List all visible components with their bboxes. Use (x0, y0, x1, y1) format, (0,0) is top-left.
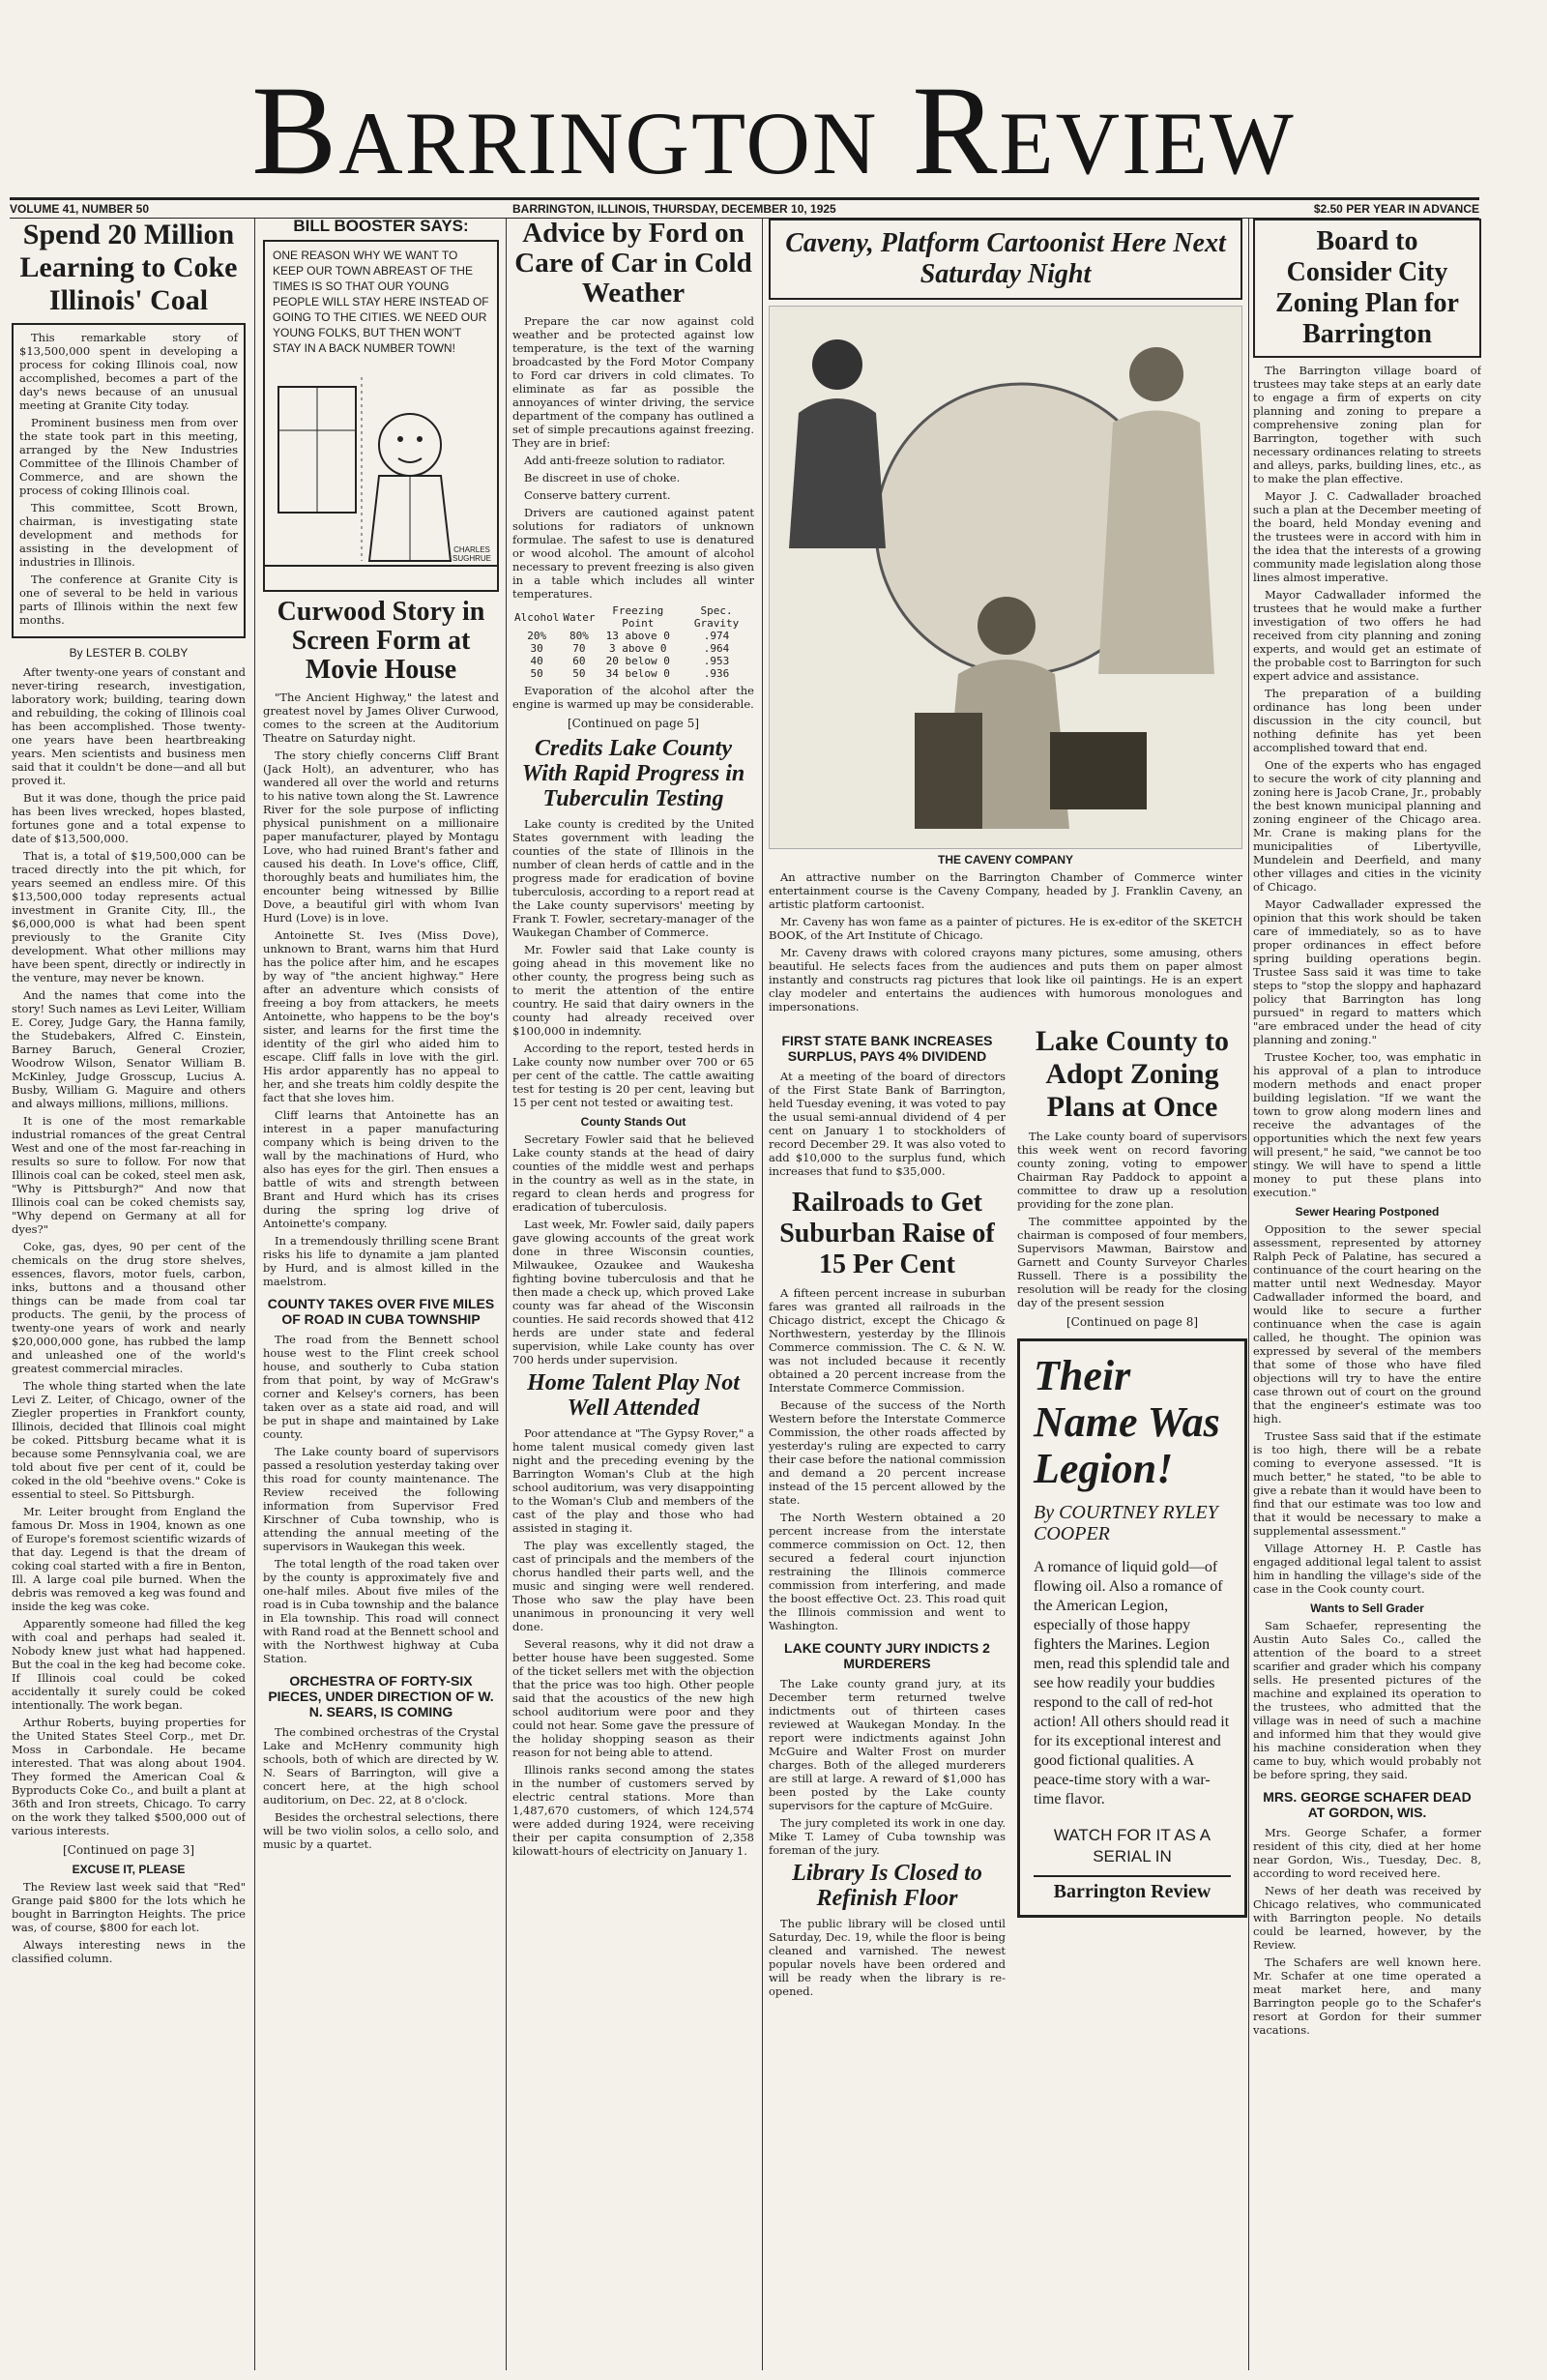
ad-author: By COURTNEY RYLEY COOPER (1034, 1502, 1218, 1544)
excuse-headline: EXCUSE IT, PLEASE (72, 1863, 186, 1876)
article-paragraph: Village Attorney H. P. Castle has engaged additional legal talent to assist him in handling the village's side of the case in the Cook county court. (1253, 1542, 1481, 1596)
article-paragraph: The Lake county board of supervisors passed a resolution yesterday taking over this road for county maintenance. The Review received the following information from Supervisor Fred Kirschner of Cuba township, who is attending the annual meeting of the supervisors in Waukegan this week. (263, 1445, 499, 1553)
article-paragraph: The story chiefly concerns Cliff Brant (Jack Holt), an adventurer, who has wandered all over the world and returns to his native town along the St. Lawrence River for the sole purpose of inflicting physical punishment on a millionaire paper manufacturer, played by Montagu Love, who had ruined Brant's father and caused his death. In Love's office, Cliff, thoroughly beats and humiliates him, the encounter being witnessed by Billie Dove, a beautiful girl with whom Ivan Hurd (Love) is in love. (263, 749, 499, 925)
booster-title: BILL BOOSTER SAYS: (293, 219, 469, 235)
article-paragraph: Trustee Sass said that if the estimate is too high, there will be a rebate coming to everyone assessed. "It is much better," he stated, "to be able to give a rebate than it would have been to find that our estimate was too low and that it would be necessary to make a supplemental assessment." (1253, 1429, 1481, 1538)
table-row (512, 655, 754, 667)
article-paragraph: The play was excellently staged, the cast of principals and the members of the chorus handled their parts well, and the music and singing were well rendered. Those who saw the play have been unanimous in pronouncing it very well done. (512, 1539, 754, 1633)
summary-paragraph: Prominent business men from over the state took part in this meeting, arranged by the New Industries Committee of the Illinois Chamber of Commerce, and are shown the process of coking Illinois coal. (19, 416, 238, 497)
article-paragraph: Mayor J. C. Cadwallader broached such a plan at the December meeting of the board, held Monday evening and the trustees were in accord with him in the idea that the interests of a growing community made legislation along those lines almost imperative. (1253, 489, 1481, 584)
table-cell: 60 (572, 655, 586, 667)
orchestra-headline: ORCHESTRA OF FORTY-SIX PIECES, UNDER DIRECTION OF W. N. SEARS, IS COMING (268, 1673, 494, 1719)
masthead: Barrington Review (251, 59, 1296, 201)
subscription-price: $2.50 PER YEAR IN ADVANCE (1313, 202, 1479, 216)
article-paragraph: Add anti-freeze solution to radiator. (524, 454, 726, 467)
article-paragraph: It is one of the most remarkable industrial romances of the great Central West and one of the most far-reaching in results so sure to follow. For now that Illinois coal can be coked, steel men ask, "Why is Pittsburgh?" And now that Illinois coal can be coked chemists say, "Why depend on Germany at all for dyes?" (12, 1114, 246, 1236)
article-paragraph: A fifteen percent increase in suburban fares was granted all railroads in the Chicago district, except the Chicago & Northwestern, yesterday by the Illinois Commerce commission. The C. & N. W. was not included because it recently obtained a 20 percent increase from the Interstate Commerce Commission. (769, 1286, 1006, 1395)
talent-play-headline: Home Talent Play Not Well Attended (527, 1370, 740, 1421)
article-paragraph: Coke, gas, dyes, 90 per cent of the chemicals on the drug store shelves, essences, flavors, motor fuels, carbon, inks, buttons and a thousand other things can be made from coal tar products. The genii, by the process of twenty-one years of work and nearly $20,000,000 gone, has rubbed the lamp and unleashed one of the world's greatest commercial miracles. (12, 1240, 246, 1375)
summary-paragraph: This committee, Scott Brown, chairman, is investigating state development and methods for assisting in the development of industries in Illinois. (19, 501, 238, 569)
column-5 (1017, 1025, 1247, 2369)
table-cell: 40 (530, 655, 543, 667)
article-paragraph: Cliff learns that Antoinette has an interest in a paper manufacturing company which is being driven to the wall by the machinations of Hurd, who also has eyes for the girl. Then ensues a battle of wits and strength between Brant and Hurd which has its crises during the spring log drive of Antoinette's company. (263, 1108, 499, 1230)
table-cell: 50 (572, 667, 586, 680)
article-paragraph: Evaporation of the alcohol after the engine is warmed up may be considerable. (512, 684, 754, 711)
article-paragraph: Mayor Cadwallader informed the trustees that he would make a further investigation of two offers he had received from city planning and zoning experts, and would get an estimate of the probable cost to Barrington for such expert advice and assistance. (1253, 588, 1481, 683)
article-paragraph: Be discreet in use of choke. (524, 471, 681, 485)
article-paragraph: The whole thing started when the late Levi Z. Leiter, of Chicago, owner of the Ziegler properties in Frankfort county, Illinois, decided that Illinois coal might be coked. Pittsburg became what it is because some Pennsylvania coal, we are told about five per cent of it, could be coked in the old "beehive ovens." Coke is essential to steel. So Pittsburgh. (12, 1379, 246, 1501)
article-paragraph: The road from the Bennett school house west to the Flint creek school house, and southerly to Cuba station from that point, by way of McGraw's corner and Kelsey's corners, has been taken over as a state aid road, and will be put in shape and maintained by Lake county. (263, 1333, 499, 1441)
continued-note: [Continued on page 8] (1065, 1315, 1199, 1329)
column-rule (762, 219, 763, 2370)
article-paragraph: Mr. Caveny has won fame as a painter of pictures. He is ex-editor of the SKETCH BOOK, of the Art Institute of Chicago. (769, 915, 1242, 942)
article-paragraph: Poor attendance at "The Gypsy Rover," a home talent musical comedy given last night and the preceding evening by the Barrington Woman's Club at the high school auditorium, was very disappointing to the Woman's Club and members of the cast of the play and those who had assisted in staging it. (512, 1426, 754, 1535)
byline: By LESTER B. COLBY (69, 646, 189, 660)
table-header: Water (563, 610, 596, 624)
table-cell: .964 (703, 642, 730, 655)
subheading: Wants to Sell Grader (1310, 1601, 1424, 1615)
ad-paper-name: Barrington Review (1034, 1875, 1231, 1903)
county-road-headline: COUNTY TAKES OVER FIVE MILES OF ROAD IN CUBA TOWNSHIP (267, 1296, 495, 1327)
freezing-table (512, 604, 754, 680)
booster-cartoon (263, 240, 499, 592)
table-header: Spec. Gravity (693, 604, 740, 630)
article-paragraph: Secretary Fowler said that he believed Lake county stands at the head of dairy counties of the middle west and perhaps in the country as well as in the state, in regard to clean herds and progress for eradication of tuberculosis. (512, 1132, 754, 1214)
article-paragraph: And the names that come into the story! Such names as Levi Leiter, William E. Corey, Judge Gary, the Hanna family, the Studebakers, Alfred C. Einstein, Barney Baruch, General Crozier, Woodrow Wilson, Senator William B. McKinley, Judge Grosscup, Lucius A. Busby, William G. Maguire and others and always millions, millions, millions. (12, 988, 246, 1110)
article-paragraph: Apparently someone had filled the keg with coal and perhaps had sealed it. Nobody knew just what had happened. But the coal in the keg had become coke. If Illinois coal could be coked accidentally it surely could be coked intentionally. The work began. (12, 1617, 246, 1712)
tuberculin-headline: Credits Lake County With Rapid Progress in Tuberculin Testing (521, 736, 745, 811)
photo-caption: THE CAVENY COMPANY (937, 853, 1073, 867)
library-headline: Library Is Closed to Refinish Floor (792, 1861, 982, 1911)
column-rule (254, 219, 255, 2370)
continued-note: [Continued on page 3] (62, 1843, 195, 1857)
ad-title: Their Name Was Legion! (1034, 1352, 1220, 1492)
article-paragraph: That is, a total of $19,500,000 can be traced directly into the pit which, for years seemed an endless mire. Of this $13,500,000 today represents actual investment in Granite City, Ill., the $6,000,000 is what had been spent previously to the Granite City development. What other millions may have been spent, directly or indirectly in the venture, may never be known. (12, 849, 246, 984)
article-paragraph: But it was done, though the price paid has been lives wrecked, hopes blasted, fortunes gone and a total expense to date of $13,500,000. (12, 791, 246, 845)
city-zoning-headline: Board to Consider City Zoning Plan for Barrington (1275, 226, 1459, 349)
booster-caption: ONE REASON WHY WE WANT TO KEEP OUR TOWN ABREAST OF THE TIMES IS SO THAT OUR YOUNG PEOPLE WILL STAY HERE INSTEAD OF GOING TO THE CITIES. WE NEED OUR YOUNG FOLKS, BUT THEN WON'T STAY IN A BACK NUMBER TOWN! (273, 249, 489, 355)
article-paragraph: "The Ancient Highway," the latest and greatest novel by James Oliver Curwood, comes to the screen at the Auditorium Theatre on Saturday night. (263, 690, 499, 745)
caveny-headline: Caveny, Platform Cartoonist Here Next Saturday Night (785, 228, 1226, 289)
table-header-row (512, 604, 754, 630)
article-paragraph: After twenty-one years of constant and never-tiring research, investigation, laboratory work; building, tearing down and rebuilding, the coking of Illinois coal has been accomplished. Those twenty-one years have been heartbreaking years. Men scientists and business men said that it couldn't be done—and all but proved it. (12, 665, 246, 787)
article-paragraph: Because of the success of the North Western before the Interstate Commerce Commission, the other roads affected by yesterday's ruling are expected to carry their case before the national commission and demand a 20 percent increase instead of the 15 percent allowed by the state. (769, 1398, 1006, 1507)
column-6 (1253, 219, 1481, 2370)
article-paragraph: Lake county is credited by the United States government with leading the counties of the state of Illinois in the number of clean herds of cattle and in the progress made for eradication of bovine tuberculosis, according to a report read at the Lake county supervisors' meeting by Frank T. Fowler, secretary-manager of the Waukegan Chamber of Commerce. (512, 817, 754, 939)
railroads-headline: Railroads to Get Suburban Raise of 15 Per Cent (779, 1188, 995, 1279)
article-paragraph: The preparation of a building ordinance has long been under discussion in the city council, but nothing definite has yet been accomplished toward that end. (1253, 687, 1481, 754)
column-3 (512, 219, 754, 2370)
photo-illustration (770, 307, 1241, 846)
article-paragraph: The Lake county board of supervisors this week went on record favoring county zoning, voting to empower Chairman Ray Paddock to appoint a committee to draw up a resolution providing for the zone plan. (1017, 1130, 1247, 1211)
caveny-company-photo (769, 306, 1242, 849)
article-paragraph: Conserve battery current. (524, 488, 671, 502)
dateline (10, 197, 1479, 219)
column-4 (769, 1025, 1006, 2369)
ad-body: A romance of liquid gold—of flowing oil. Also a romance of the American Legion, especially of those happy fighters the Marines. Legion men, read this splendid tale and see how readily your buddies respond to the call of red-hot action! All others should read it for its exceptional interest and good fictional qualities. A peace-time story with a war-time flavor. (1034, 1559, 1230, 1807)
table-cell: 80% (569, 630, 589, 642)
article-paragraph: Illinois ranks second among the states in the number of customers served by electric central stations. More than 1,487,670 customers, of which 124,574 were added during 1924, were receiving their per capita consumption of 2,358 kilowatt-hours of electricity on January 1. (512, 1763, 754, 1858)
table-cell: .974 (703, 630, 730, 642)
article-paragraph: An attractive number on the Barrington Chamber of Commerce winter entertainment course is the Caveny Company, headed by J. Franklin Caveny, an artistic platform cartoonist. (769, 870, 1242, 911)
table-cell: 30 (530, 642, 543, 655)
column-2 (263, 219, 499, 2370)
table-header: Alcohol (514, 610, 560, 624)
article-paragraph: The jury completed its work in one day. Mike T. Lamey of Cuba township was foreman of the jury. (769, 1816, 1006, 1857)
article-paragraph: Several reasons, why it did not draw a better house have been suggested. Some of the ticket sellers met with the objection that the price was too high. Other people said that the acoustics of the new high school auditorium were poor and they could not hear. Some gave the pressure of the holiday shopping season as their reason for not being able to attend. (512, 1637, 754, 1759)
article-paragraph: Besides the orchestral selections, there will be two violin solos, a cello solo, and music by a quartet. (263, 1810, 499, 1851)
article-paragraph: The committee appointed by the chairman is composed of four members, Supervisors Mawman, Bairstow and Garnett and County Surveyor Charles Russell. There is a possibility the resolution will be ready for the closing day of the present session (1017, 1215, 1247, 1309)
article-paragraph: Sam Schaefer, representing the Austin Auto Sales Co., called the attention of the board to a street scarifier and grader which his company sells. He presented pictures of the machine and explained its operation to the trustees, who admitted that the village was in need of such a machine and informed him that they would give his machine consideration when they came to buy, which would probably not be before spring, they said. (1253, 1619, 1481, 1781)
subheading: County Stands Out (580, 1115, 686, 1129)
cartoonist-signature: CHARLES SUGHRUE (452, 545, 492, 563)
table-cell: 20 below 0 (605, 655, 670, 667)
article-paragraph: According to the report, tested herds in Lake county now number over 700 or 65 per cent of the cattle. The cattle awaiting test for testing is 20 per cent, leaving but 15 per cent not tested or awaiting test. (512, 1042, 754, 1109)
article-paragraph: Arthur Roberts, buying properties for the United States Steel Corp., met Dr. Moss in Carbondale. He became interested. That was along about 1904. They formed the American Coal & Byproducts Coke Co., and built a plant at 36th and Iron streets, Chicago. To carry on the work they talked $500,000 out of various interests. (12, 1716, 246, 1837)
table-header: Freezing Point (612, 604, 664, 630)
article-paragraph: The Lake county grand jury, at its December term returned twelve indictments out of thirteen cases reviewed at Waukegan Monday. In the report were indictments against John McGuire and Walter Frost on murder charges. Both of the alleged murderers are still at large. A reward of $1,000 has been posted by the Lake county supervisors for the capture of McGuire. (769, 1677, 1006, 1812)
table-cell: 13 above 0 (605, 630, 670, 642)
subheading: Sewer Hearing Postponed (1295, 1205, 1440, 1219)
article-paragraph: News of her death was received by Chicago relatives, who communicated with Barrington people. No details could be learned, however, by the Review. (1253, 1884, 1481, 1952)
article-paragraph: At a meeting of the board of directors of the First State Bank of Barrington, held Tuesday evening, it was voted to pay the usual semi-annual dividend of 4 per cent on January 1 to stockholders of record December 29. It was also voted to add $10,000 to the surplus fund, which increases that fund to $35,000. (769, 1070, 1006, 1178)
table-cell: 70 (572, 642, 586, 655)
article-paragraph: The total length of the road taken over by the county is approximately five and one-half miles. About five miles of the road is in Cuba township and the balance in Ela township. This road will connect with Rand road at the Bennett school and with the Northwest highway at Cuba Station. (263, 1557, 499, 1665)
coke-summary-box (12, 323, 246, 638)
table-cell: .936 (703, 667, 730, 680)
ford-advice-headline: Advice by Ford on Care of Car in Cold Weather (514, 219, 752, 309)
place-and-date: BARRINGTON, ILLINOIS, THURSDAY, DECEMBER 10, 1925 (512, 202, 836, 216)
curwood-headline: Curwood Story in Screen Form at Movie House (277, 597, 485, 685)
article-paragraph: Mayor Cadwallader expressed the opinion that this work should be taken care of immediately, so as to have proper ordinances in effect before spring building operations begin. Trustee Sass said it was time to take steps to "stop the sloppy and haphazard policy that Barrington has long pursued" in regard to matters which "are embraced under the head of city planning and zoning." (1253, 897, 1481, 1046)
article-paragraph: Trustee Kocher, too, was emphatic in his approval of a plan to introduce modern methods and enact proper building legislation. "If we want the town to grow along modern lines and receive the advantages of the opportunities which the next few years will present," he said, "we cannot be too stingy. We will have to spend a little money to put these plans into execution." (1253, 1050, 1481, 1199)
table-cell: 50 (530, 667, 543, 680)
article-paragraph: In a tremendously thrilling scene Brant risks his life to dynamite a jam planted by Hurd, and is almost killed in the maelstrom. (263, 1234, 499, 1288)
caveny-feature (769, 219, 1242, 1012)
table-cell: 20% (527, 630, 547, 642)
table-cell: .953 (703, 655, 730, 667)
article-paragraph: The Schafers are well known here. Mr. Schafer at one time operated a meat market here, and many Barrington people go to the Schafer's resort at Gordon for their summer vacations. (1253, 1955, 1481, 2037)
serial-advertisement (1017, 1338, 1247, 1918)
article-paragraph: The Barrington village board of trustees may take steps at an early date to engage a firm of experts on city planning and zoning to prepare a comprehensive zoning plan for Barrington, together with such necessary ordinances relating to streets and alleys, parks, building lines, etc., as to make the plan effective. (1253, 364, 1481, 485)
caveny-headline-box (769, 219, 1242, 300)
article-paragraph: The combined orchestras of the Crystal Lake and McHenry community high schools, both of which are directed by W. N. Sears of Barrington, will give a concert here, at the high school auditorium, on Dec. 22, at 8 o'clock. (263, 1725, 499, 1807)
volume-number: VOLUME 41, NUMBER 50 (10, 202, 150, 216)
coke-headline: Spend 20 Million Learning to Coke Illinois' Coal (19, 219, 238, 316)
continued-note: [Continued on page 5] (567, 717, 700, 730)
article-paragraph: Antoinette St. Ives (Miss Dove), unknown to Brant, warns him that Hurd has the police after him, and he escapes by way of "the ancient highway." Here after an adventure which consists of freeing a boy from attackers, he meets Antoinette, who happens to be the boy's sister, and learns for the first time the identity of the girl who aided him to escape. Cliff falls in love with the girl. His ardor apparently has no appeal to her, and she treats him coldly despite the fact that she loves him. (263, 928, 499, 1104)
summary-paragraph: The conference at Granite City is one of several to be held in various parts of Illinois within the next few months. (19, 573, 238, 627)
column-rule (1248, 219, 1249, 2370)
article-paragraph: Last week, Mr. Fowler said, daily papers gave glowing accounts of the great work done in three Wisconsin counties, Milwaukee, Ozaukee and Waukesha fighting bovine tuberculosis and that he then made a check up, which proved Lake county was far ahead of the Wisconsin counties. He said records showed that 412 herds are under state and federal supervision, while Lake county has over 700 herds under supervision. (512, 1218, 754, 1366)
ad-watch-note: WATCH FOR IT AS A SERIAL IN (1053, 1826, 1211, 1866)
county-zoning-headline: Lake County to Adopt Zoning Plans at Once (1035, 1025, 1230, 1123)
article-paragraph: One of the experts who has engaged to secure the work of city planning and zoning here is Jacob Crane, Jr., probably the best known municipal planning and zoning engineer of the Chicago area. Mr. Crane is making plans for the municipalities of Libertyville, Mundelein and Deerfield, and many other villages and cities in the vicinity of Chicago. (1253, 758, 1481, 894)
column-1 (12, 219, 246, 2370)
article-paragraph: Mr. Leiter brought from England the famous Dr. Moss in 1904, known as one of Europe's foremost scientific wizards of that day. Legend is that the dream of coking coal started with a fire in Benton, Ill. A large coal pile burned. When the debris was removed a keg was found and inside the keg was coke. (12, 1505, 246, 1613)
article-paragraph: Prepare the car now against cold weather and be protected against low temperature, is the text of the warning broadcasted by the Ford Motor Company to Ford car drivers in cold climates. To eliminate as far as possible the annoyances of winter driving, the service department of the company has outlined a set of simple precautions against freezing. They are in brief: (512, 314, 754, 450)
article-paragraph: Always interesting news in the classified column. (12, 1938, 246, 1965)
article-paragraph: The Review last week said that "Red" Grange paid $800 for the lots which he bought in Barrington Heights. The price was, of course, $800 for each lot. (12, 1880, 246, 1934)
article-paragraph: Mr. Fowler said that Lake county is going ahead in this movement like no other county, the progress being such as to merit the attention of the entire country. He said that dairy owners in the county had already received over $100,000 in indemnity. (512, 943, 754, 1038)
article-paragraph: Drivers are cautioned against patent solutions for radiators of unknown formulae. The safest to use is denatured or wood alcohol. The amount of alcohol necessary to prevent freezing is also given in a table which includes all winter temperatures. (512, 506, 754, 601)
table-cell: 34 below 0 (605, 667, 670, 680)
article-paragraph: Opposition to the sewer special assessment, represented by attorney Ralph Peck of Palatine, has secured a continuance of the court hearing on the matter until next Wednesday. Mayor Cadwallader informed the board, and would like to secure a further continuance when the case is again called, he thought. The opinion was expressed by several of the members that some of those who have filed objections will try to have the entire case thrown out of court on the ground that the engineer's estimate was too high. (1253, 1222, 1481, 1425)
table-row (512, 667, 754, 680)
column-rule (506, 219, 507, 2370)
table-cell: 3 above 0 (608, 642, 667, 655)
article-paragraph: Mrs. George Schafer, a former resident of this city, died at her home near Gordon, Wis., Tuesday, Dec. 8, according to word received here. (1253, 1826, 1481, 1880)
article-paragraph: The public library will be closed until Saturday, Dec. 19, while the floor is being cleaned and varnished. The newest popular novels have been ordered and will be ready when the library is re-opened. (769, 1917, 1006, 1998)
jury-headline: LAKE COUNTY JURY INDICTS 2 MURDERERS (784, 1640, 990, 1671)
article-paragraph: Mr. Caveny draws with colored crayons many pictures, some amusing, others beautiful. He selects faces from the audiences and puts them on paper almost instantly and constructs rag pictures that look like oil paintings. He is an expert clay modeler and entertains the audiences with humorous monologues and impersonations. (769, 946, 1242, 1012)
schafer-headline: MRS. GEORGE SCHAFER DEAD AT GORDON, WIS. (1263, 1789, 1472, 1820)
article-paragraph: The North Western obtained a 20 percent increase from the interstate commerce commission on Oct. 12, then secured a federal court injunction restraining the Illinois commerce commission from interfering, and made the boost effective Oct. 23. This road quit the Illinois commission and went to Washington. (769, 1511, 1006, 1632)
zoning-headline-box (1253, 219, 1481, 358)
bank-headline: FIRST STATE BANK INCREASES SURPLUS, PAYS 4% DIVIDEND (781, 1033, 993, 1064)
summary-paragraph: This remarkable story of $13,500,000 spent in developing a process for coking Illinois coal, now accomplished, becomes a part of the day's news because of an unusual meeting at Granite City today. (19, 331, 238, 412)
table-row (512, 642, 754, 655)
table-row (512, 630, 754, 642)
